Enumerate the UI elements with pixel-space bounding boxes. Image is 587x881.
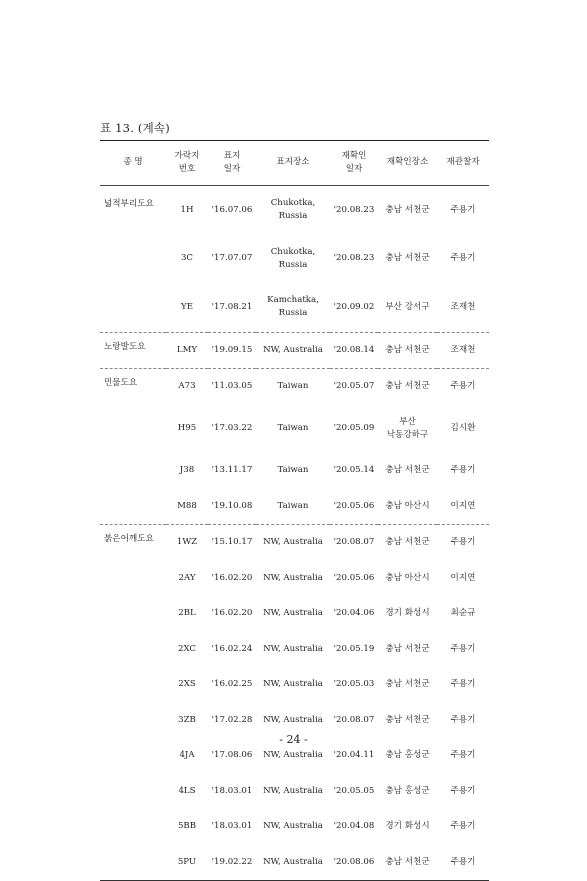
ring-number-cell: YE — [181, 301, 193, 312]
band-date-cell: '16.07.06 — [211, 204, 253, 215]
band-date-cell: '17.08.21 — [211, 301, 253, 312]
recovery-place-cell: 충남 아산시 — [385, 500, 430, 511]
table-header-row — [100, 141, 489, 186]
ring-number-cell: 4JA — [179, 750, 195, 761]
band-place-cell: Chukotka, Russia — [270, 246, 316, 270]
ring-number-cell: LMY — [166, 332, 208, 369]
table-row — [100, 809, 489, 845]
ring-number-cell: J38 — [179, 465, 195, 476]
observer-cell: 최순규 — [450, 608, 476, 619]
species-cell — [100, 561, 166, 597]
header-observer: 재관찰자 — [437, 141, 489, 186]
table-row — [100, 561, 489, 597]
recovery-place-cell: 충남 서천군 — [385, 253, 430, 264]
band-date-cell: '18.03.01 — [211, 821, 253, 832]
table-row — [100, 632, 489, 668]
ring-number-cell: 2XS — [178, 679, 196, 690]
band-place-cell: Taiwan — [256, 369, 330, 405]
observer-cell: 주용기 — [450, 643, 476, 654]
recovery-date-cell: '20.04.06 — [333, 608, 375, 619]
table-row — [100, 283, 489, 332]
species-cell — [100, 235, 166, 284]
species-cell — [100, 667, 166, 703]
recovery-date-cell: '20.08.07 — [330, 525, 378, 561]
recovery-place-cell: 충남 서천군 — [378, 525, 437, 561]
recovery-date-cell: '20.05.07 — [330, 369, 378, 405]
recovery-date-cell: '20.05.06 — [333, 572, 375, 583]
band-date-cell: '18.03.01 — [211, 785, 253, 796]
observer-cell: 조재천 — [450, 301, 476, 312]
table-caption: 표 13. (계속) — [100, 121, 170, 135]
band-place-cell: NW, Australia — [263, 608, 323, 619]
table-row — [100, 489, 489, 525]
observer-cell: 주용기 — [450, 253, 476, 264]
band-place-cell: Taiwan — [277, 500, 309, 511]
table-row — [100, 667, 489, 703]
band-place-cell: Taiwan — [277, 465, 309, 476]
recovery-place-cell: 충남 서천군 — [378, 332, 437, 369]
observer-cell: 김시환 — [450, 423, 476, 434]
observer-cell: 주용기 — [450, 714, 476, 725]
band-place-cell: NW, Australia — [263, 643, 323, 654]
band-place-cell: NW, Australia — [263, 679, 323, 690]
band-recovery-table — [100, 140, 489, 881]
table-row — [100, 845, 489, 881]
band-date-cell: '17.08.06 — [211, 750, 253, 761]
species-cell: 노랑발도요 — [100, 332, 166, 369]
ring-number-cell: 5PU — [166, 845, 208, 881]
recovery-place-cell: 경기 화성시 — [385, 608, 430, 619]
recovery-date-cell: '20.08.14 — [330, 332, 378, 369]
band-date-cell: '19.02.22 — [208, 845, 256, 881]
recovery-date-cell: '20.05.09 — [333, 423, 375, 434]
band-date-cell: '17.07.07 — [211, 253, 253, 264]
ring-number-cell: 2AY — [178, 572, 196, 583]
observer-cell: 이지연 — [450, 572, 476, 583]
table-row — [100, 369, 489, 405]
band-place-cell: NW, Australia — [263, 750, 323, 761]
observer-cell: 조재천 — [437, 332, 489, 369]
band-date-cell: '17.03.22 — [211, 423, 253, 434]
band-place-cell: NW, Australia — [263, 572, 323, 583]
recovery-date-cell: '20.05.06 — [333, 500, 375, 511]
band-place-cell: Kamchatka, Russia — [267, 295, 319, 319]
observer-cell: 주용기 — [437, 525, 489, 561]
ring-number-cell: 1H — [180, 204, 194, 215]
species-cell — [100, 845, 166, 881]
recovery-date-cell: '20.09.02 — [333, 301, 375, 312]
ring-number-cell: H95 — [177, 423, 197, 434]
table-row — [100, 186, 489, 235]
band-date-cell: '16.02.20 — [211, 608, 253, 619]
ring-number-cell: 2XC — [177, 643, 196, 654]
observer-cell: 이지연 — [450, 500, 476, 511]
recovery-date-cell: '20.05.14 — [333, 465, 375, 476]
recovery-place-cell: 부산 강서구 — [385, 301, 430, 312]
band-place-cell: NW, Australia — [256, 525, 330, 561]
table-row — [100, 525, 489, 561]
recovery-place-cell: 충남 서천군 — [385, 643, 430, 654]
ring-number-cell: 3C — [180, 253, 194, 264]
observer-cell: 주용기 — [450, 821, 476, 832]
recovery-place-cell: 충남 서천군 — [378, 369, 437, 405]
species-cell — [100, 405, 166, 454]
ring-number-cell: 1WZ — [166, 525, 208, 561]
recovery-place-cell: 경기 화성시 — [385, 821, 430, 832]
band-place-cell: NW, Australia — [256, 845, 330, 881]
observer-cell: 주용기 — [437, 845, 489, 881]
recovery-date-cell: '20.05.05 — [333, 785, 375, 796]
species-cell — [100, 453, 166, 489]
recovery-date-cell: '20.04.11 — [333, 750, 375, 761]
recovery-place-cell: 충남 홍성군 — [385, 785, 430, 796]
header-band-date: 표지 일자 — [208, 141, 256, 186]
ring-number-cell: 2BL — [178, 608, 196, 619]
species-cell — [100, 774, 166, 810]
table-row — [100, 596, 489, 632]
band-place-cell: NW, Australia — [263, 785, 323, 796]
band-date-cell: '19.10.08 — [211, 500, 253, 511]
table-row — [100, 332, 489, 369]
recovery-date-cell: '20.08.07 — [333, 714, 375, 725]
header-ring-number: 가락지 번호 — [166, 141, 208, 186]
band-place-cell: NW, Australia — [263, 714, 323, 725]
species-cell — [100, 489, 166, 525]
band-date-cell: '15.10.17 — [208, 525, 256, 561]
species-cell: 넓적부리도요 — [104, 199, 154, 209]
page-number: - 24 - — [279, 733, 308, 746]
species-cell — [100, 596, 166, 632]
species-cell — [100, 809, 166, 845]
band-date-cell: '16.02.25 — [211, 679, 253, 690]
band-place-cell: NW, Australia — [256, 332, 330, 369]
table-row — [100, 405, 489, 454]
species-cell: 붉은어깨도요 — [100, 525, 166, 561]
table-row — [100, 235, 489, 284]
header-recovery-place: 재확인장소 — [378, 141, 437, 186]
observer-cell: 주용기 — [450, 204, 476, 215]
ring-number-cell: M88 — [177, 500, 197, 511]
ring-number-cell: A73 — [166, 369, 208, 405]
recovery-date-cell: '20.08.23 — [333, 204, 375, 215]
band-date-cell: '19.09.15 — [208, 332, 256, 369]
ring-number-cell: 4LS — [178, 785, 196, 796]
species-cell — [100, 632, 166, 668]
observer-cell: 주용기 — [450, 679, 476, 690]
recovery-date-cell: '20.05.03 — [333, 679, 375, 690]
recovery-date-cell: '20.05.19 — [333, 643, 375, 654]
band-date-cell: '16.02.20 — [211, 572, 253, 583]
header-species: 종 명 — [100, 141, 166, 186]
recovery-place-cell: 충남 서천군 — [378, 845, 437, 881]
ring-number-cell: 5BB — [177, 821, 197, 832]
band-date-cell: '11.03.05 — [208, 369, 256, 405]
recovery-date-cell: '20.04.08 — [333, 821, 375, 832]
observer-cell: 주용기 — [450, 785, 476, 796]
recovery-date-cell: '20.08.23 — [333, 253, 375, 264]
band-date-cell: '13.11.17 — [211, 465, 253, 476]
band-place-cell: Chukotka, Russia — [270, 198, 316, 222]
observer-cell: 주용기 — [450, 750, 476, 761]
recovery-place-cell: 충남 아산시 — [385, 572, 430, 583]
band-place-cell: Taiwan — [277, 423, 309, 434]
observer-cell: 주용기 — [437, 369, 489, 405]
table-row — [100, 453, 489, 489]
recovery-date-cell: '20.08.06 — [330, 845, 378, 881]
species-cell: 민물도요 — [100, 369, 166, 405]
observer-cell: 주용기 — [450, 465, 476, 476]
band-place-cell: NW, Australia — [263, 821, 323, 832]
recovery-place-cell: 충남 홍성군 — [385, 750, 430, 761]
recovery-place-cell: 충남 서천군 — [385, 679, 430, 690]
recovery-place-cell: 충남 서천군 — [385, 714, 430, 725]
recovery-place-cell: 부산 낙동강하구 — [386, 416, 429, 440]
ring-number-cell: 3ZB — [178, 714, 196, 725]
band-date-cell: '16.02.24 — [211, 643, 253, 654]
header-band-place: 표지장소 — [256, 141, 330, 186]
table-row — [100, 774, 489, 810]
band-date-cell: '17.02.28 — [211, 714, 253, 725]
recovery-place-cell: 충남 서천군 — [385, 465, 430, 476]
recovery-place-cell: 충남 서천군 — [385, 204, 430, 215]
header-recovery-date: 재확인 일자 — [330, 141, 378, 186]
species-cell — [100, 283, 166, 332]
